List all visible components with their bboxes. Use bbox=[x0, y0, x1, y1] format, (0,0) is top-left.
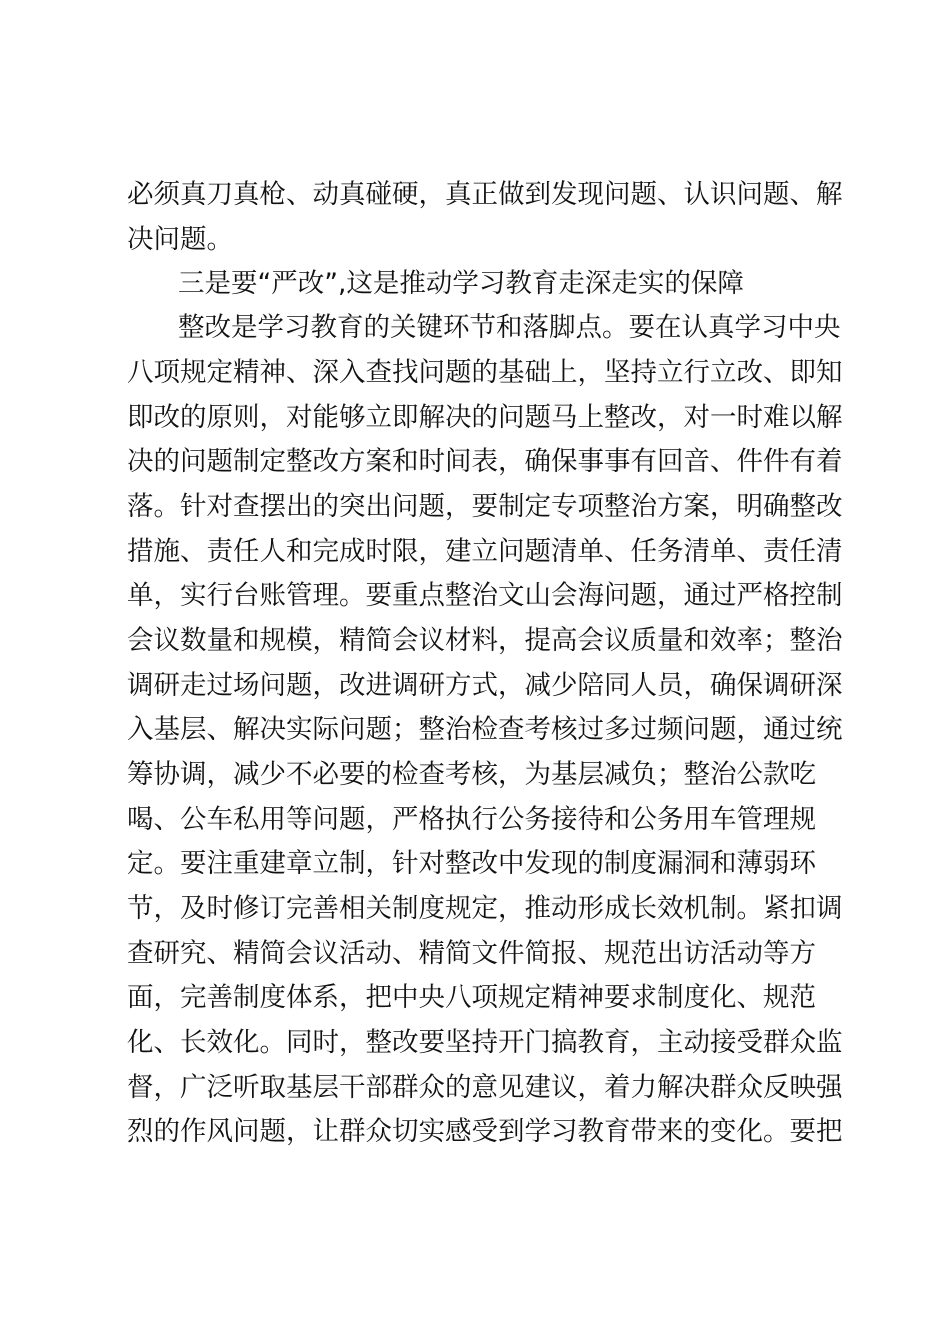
text-line: 督，广泛听取基层干部群众的意见建议，着力解决群众反映强 bbox=[127, 1072, 843, 1103]
text-line: 调研走过场问题，改进调研方式，减少陪同人员，确保调研深 bbox=[127, 670, 843, 701]
text-line: 单，实行台账管理。要重点整治文山会海问题，通过严格控制 bbox=[127, 580, 843, 611]
text-line: 必须真刀真枪、动真碰硬，真正做到发现问题、认识问题、解 bbox=[127, 179, 843, 210]
text-line: 筹协调，减少不必要的检查考核，为基层减负；整治公款吃 bbox=[127, 759, 816, 790]
paragraph-first-line: 整改是学习教育的关键环节和落脚点。要在认真学习中央 bbox=[178, 312, 841, 343]
text-line: 定。要注重建章立制，针对整改中发现的制度漏洞和薄弱环 bbox=[127, 848, 816, 879]
text-line: 决的问题制定整改方案和时间表，确保事事有回音、件件有着 bbox=[127, 446, 843, 477]
text-line: 面，完善制度体系，把中央八项规定精神要求制度化、规范 bbox=[127, 982, 816, 1013]
text-line: 即改的原则，对能够立即解决的问题马上整改，对一时难以解 bbox=[127, 402, 843, 433]
text-line: 查研究、精简会议活动、精简文件简报、规范出访活动等方 bbox=[127, 938, 816, 969]
text-line: 入基层、解决实际问题；整治检查考核过多过频问题，通过统 bbox=[127, 714, 843, 745]
text-line: 节，及时修订完善相关制度规定，推动形成长效机制。紧扣调 bbox=[127, 893, 843, 924]
section-heading: 三是要“严改”,这是推动学习教育走深走实的保障 bbox=[178, 268, 744, 299]
text-line: 化、长效化。同时，整改要坚持开门搞教育，主动接受群众监 bbox=[127, 1027, 843, 1058]
text-line: 落。针对查摆出的突出问题，要制定专项整治方案，明确整改 bbox=[127, 491, 843, 522]
text-line: 措施、责任人和完成时限，建立问题清单、任务清单、责任清 bbox=[127, 536, 843, 567]
text-line: 八项规定精神、深入查找问题的基础上，坚持立行立改、即知 bbox=[127, 357, 843, 388]
text-line: 烈的作风问题，让群众切实感受到学习教育带来的变化。要把 bbox=[127, 1116, 843, 1147]
text-line: 会议数量和规模，精简会议材料，提高会议质量和效率；整治 bbox=[127, 625, 843, 656]
text-line: 喝、公车私用等问题，严格执行公务接待和公务用车管理规 bbox=[127, 804, 816, 835]
text-line: 决问题。 bbox=[127, 224, 233, 255]
